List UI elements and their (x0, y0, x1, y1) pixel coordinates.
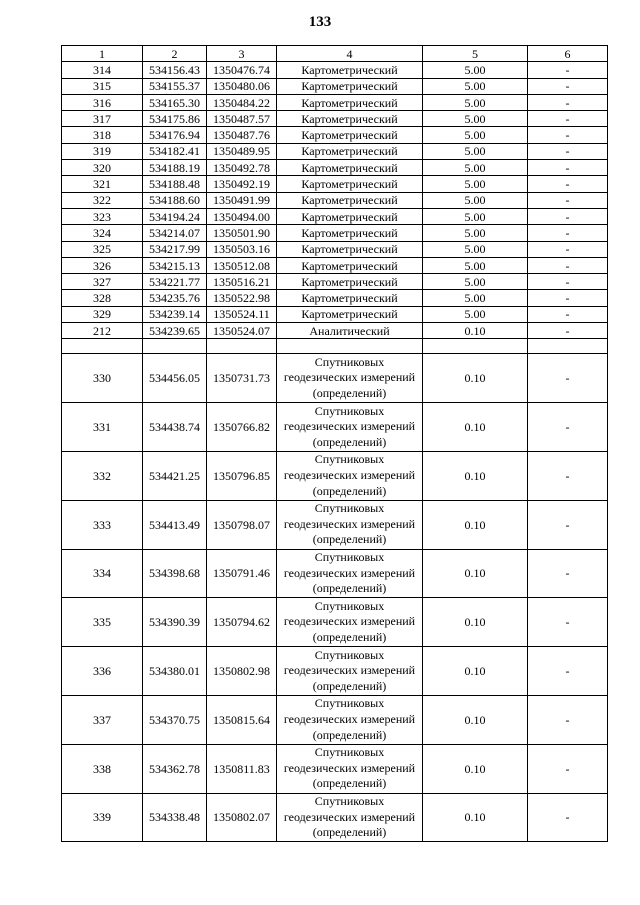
x-coordinate-cell: 534370.75 (143, 695, 207, 744)
accuracy-cell: 0.10 (423, 549, 528, 598)
accuracy-cell: 5.00 (423, 192, 528, 208)
table-row (62, 241, 608, 257)
empty-cell (423, 339, 528, 354)
note-cell: - (528, 94, 608, 110)
method-line: Спутниковых (314, 550, 385, 565)
note-cell: - (528, 500, 608, 549)
header-cell: 6 (528, 46, 608, 62)
y-coordinate-cell: 1350501.90 (207, 225, 277, 241)
point-number-cell: 325 (62, 241, 143, 257)
method-line: (определений) (312, 776, 387, 791)
x-coordinate-cell: 534176.94 (143, 127, 207, 143)
method-cell: Картометрический (277, 143, 423, 159)
y-coordinate-cell: 1350811.83 (207, 744, 277, 793)
method-line: геодезических измерений (283, 809, 416, 824)
note-cell: - (528, 62, 608, 78)
accuracy-cell: 0.10 (423, 403, 528, 452)
y-coordinate-cell: 1350766.82 (207, 403, 277, 452)
table-row (62, 500, 608, 549)
point-number-cell: 330 (62, 354, 143, 403)
method-cell: Картометрический (277, 306, 423, 322)
empty-cell (62, 339, 143, 354)
point-number-cell: 329 (62, 306, 143, 322)
method-line: Спутниковых (314, 403, 385, 418)
accuracy-cell: 5.00 (423, 62, 528, 78)
method-cell: Картометрический (277, 192, 423, 208)
point-number-cell: 332 (62, 451, 143, 500)
accuracy-cell: 5.00 (423, 111, 528, 127)
point-number-cell: 339 (62, 793, 143, 842)
x-coordinate-cell: 534188.60 (143, 192, 207, 208)
method-line: (определений) (312, 727, 387, 742)
accuracy-cell: 5.00 (423, 127, 528, 143)
note-cell: - (528, 127, 608, 143)
method-cell (277, 695, 423, 744)
y-coordinate-cell: 1350524.07 (207, 323, 277, 339)
empty-cell (528, 339, 608, 354)
table-row (62, 94, 608, 110)
x-coordinate-cell: 534338.48 (143, 793, 207, 842)
y-coordinate-cell: 1350815.64 (207, 695, 277, 744)
accuracy-cell: 0.10 (423, 793, 528, 842)
x-coordinate-cell: 534188.48 (143, 176, 207, 192)
x-coordinate-cell: 534217.99 (143, 241, 207, 257)
table-row (62, 549, 608, 598)
header-cell: 4 (277, 46, 423, 62)
y-coordinate-cell: 1350802.98 (207, 647, 277, 696)
table-row (62, 647, 608, 696)
method-line: Спутниковых (314, 647, 385, 662)
method-line: (определений) (312, 386, 387, 401)
header-cell: 2 (143, 46, 207, 62)
header-cell: 5 (423, 46, 528, 62)
x-coordinate-cell: 534156.43 (143, 62, 207, 78)
method-line: Спутниковых (314, 354, 385, 369)
method-line: (определений) (312, 678, 387, 693)
note-cell: - (528, 143, 608, 159)
point-number-cell: 333 (62, 500, 143, 549)
accuracy-cell: 0.10 (423, 323, 528, 339)
method-cell: Картометрический (277, 176, 423, 192)
accuracy-cell: 5.00 (423, 208, 528, 224)
method-cell: Картометрический (277, 274, 423, 290)
accuracy-cell: 0.10 (423, 695, 528, 744)
method-line: геодезических измерений (283, 370, 416, 385)
table-row (62, 192, 608, 208)
method-cell: Картометрический (277, 160, 423, 176)
note-cell: - (528, 241, 608, 257)
point-number-cell: 338 (62, 744, 143, 793)
method-line: Спутниковых (314, 501, 385, 516)
point-number-cell: 319 (62, 143, 143, 159)
accuracy-cell: 0.10 (423, 598, 528, 647)
accuracy-cell: 5.00 (423, 143, 528, 159)
page-number: 133 (308, 14, 332, 30)
method-line: (определений) (312, 630, 387, 645)
table-row (62, 257, 608, 273)
note-cell: - (528, 793, 608, 842)
table-row (62, 62, 608, 78)
x-coordinate-cell: 534188.19 (143, 160, 207, 176)
point-number-cell: 324 (62, 225, 143, 241)
x-coordinate-cell: 534239.14 (143, 306, 207, 322)
table-row (62, 127, 608, 143)
empty-cell (143, 339, 207, 354)
method-cell: Картометрический (277, 127, 423, 143)
x-coordinate-cell: 534221.77 (143, 274, 207, 290)
y-coordinate-cell: 1350794.62 (207, 598, 277, 647)
x-coordinate-cell: 534239.65 (143, 323, 207, 339)
table-header-row (62, 46, 608, 62)
table-row (62, 143, 608, 159)
method-line: Спутниковых (314, 598, 385, 613)
method-cell: Картометрический (277, 111, 423, 127)
method-cell (277, 451, 423, 500)
table-row (62, 111, 608, 127)
point-number-cell: 323 (62, 208, 143, 224)
table-row (62, 695, 608, 744)
x-coordinate-cell: 534413.49 (143, 500, 207, 549)
table-row (62, 290, 608, 306)
y-coordinate-cell: 1350731.73 (207, 354, 277, 403)
x-coordinate-cell: 534438.74 (143, 403, 207, 452)
empty-row (62, 339, 608, 354)
note-cell: - (528, 160, 608, 176)
x-coordinate-cell: 534214.07 (143, 225, 207, 241)
y-coordinate-cell: 1350491.99 (207, 192, 277, 208)
method-line: (определений) (312, 581, 387, 596)
note-cell: - (528, 598, 608, 647)
y-coordinate-cell: 1350476.74 (207, 62, 277, 78)
method-cell (277, 403, 423, 452)
x-coordinate-cell: 534398.68 (143, 549, 207, 598)
method-line: Спутниковых (314, 696, 385, 711)
method-line: геодезических измерений (283, 614, 416, 629)
note-cell: - (528, 549, 608, 598)
x-coordinate-cell: 534390.39 (143, 598, 207, 647)
accuracy-cell: 5.00 (423, 290, 528, 306)
table-row (62, 744, 608, 793)
x-coordinate-cell: 534194.24 (143, 208, 207, 224)
method-cell (277, 647, 423, 696)
point-number-cell: 326 (62, 257, 143, 273)
method-line: (определений) (312, 825, 387, 840)
method-line: геодезических измерений (283, 760, 416, 775)
y-coordinate-cell: 1350489.95 (207, 143, 277, 159)
method-cell (277, 793, 423, 842)
method-cell (277, 500, 423, 549)
accuracy-cell: 5.00 (423, 160, 528, 176)
x-coordinate-cell: 534421.25 (143, 451, 207, 500)
method-line: геодезических измерений (283, 516, 416, 531)
method-cell: Картометрический (277, 290, 423, 306)
table-row (62, 354, 608, 403)
table-row (62, 403, 608, 452)
y-coordinate-cell: 1350487.57 (207, 111, 277, 127)
point-number-cell: 318 (62, 127, 143, 143)
note-cell: - (528, 323, 608, 339)
y-coordinate-cell: 1350802.07 (207, 793, 277, 842)
coordinates-table-body (62, 46, 608, 842)
note-cell: - (528, 647, 608, 696)
y-coordinate-cell: 1350494.00 (207, 208, 277, 224)
method-cell (277, 744, 423, 793)
method-cell (277, 598, 423, 647)
x-coordinate-cell: 534155.37 (143, 78, 207, 94)
method-cell (277, 354, 423, 403)
method-cell: Картометрический (277, 62, 423, 78)
method-cell (277, 549, 423, 598)
y-coordinate-cell: 1350484.22 (207, 94, 277, 110)
note-cell: - (528, 695, 608, 744)
accuracy-cell: 5.00 (423, 257, 528, 273)
x-coordinate-cell: 534362.78 (143, 744, 207, 793)
x-coordinate-cell: 534175.86 (143, 111, 207, 127)
accuracy-cell: 0.10 (423, 451, 528, 500)
accuracy-cell: 5.00 (423, 241, 528, 257)
table-row (62, 274, 608, 290)
y-coordinate-cell: 1350487.76 (207, 127, 277, 143)
point-number-cell: 314 (62, 62, 143, 78)
point-number-cell: 336 (62, 647, 143, 696)
method-line: Спутниковых (314, 452, 385, 467)
point-number-cell: 334 (62, 549, 143, 598)
method-line: геодезических измерений (283, 419, 416, 434)
y-coordinate-cell: 1350798.07 (207, 500, 277, 549)
method-line: геодезических измерений (283, 468, 416, 483)
table-row (62, 451, 608, 500)
accuracy-cell: 5.00 (423, 274, 528, 290)
note-cell: - (528, 306, 608, 322)
note-cell: - (528, 403, 608, 452)
method-line: геодезических измерений (283, 712, 416, 727)
method-cell: Картометрический (277, 78, 423, 94)
x-coordinate-cell: 534165.30 (143, 94, 207, 110)
method-cell: Картометрический (277, 94, 423, 110)
y-coordinate-cell: 1350492.78 (207, 160, 277, 176)
y-coordinate-cell: 1350522.98 (207, 290, 277, 306)
y-coordinate-cell: 1350492.19 (207, 176, 277, 192)
method-line: Спутниковых (314, 794, 385, 809)
x-coordinate-cell: 534182.41 (143, 143, 207, 159)
note-cell: - (528, 111, 608, 127)
point-number-cell: 317 (62, 111, 143, 127)
point-number-cell: 337 (62, 695, 143, 744)
point-number-cell: 315 (62, 78, 143, 94)
method-line: (определений) (312, 532, 387, 547)
point-number-cell: 321 (62, 176, 143, 192)
point-number-cell: 316 (62, 94, 143, 110)
accuracy-cell: 0.10 (423, 354, 528, 403)
coordinates-table (61, 45, 608, 842)
method-cell: Картометрический (277, 241, 423, 257)
y-coordinate-cell: 1350796.85 (207, 451, 277, 500)
point-number-cell: 335 (62, 598, 143, 647)
accuracy-cell: 5.00 (423, 176, 528, 192)
empty-cell (277, 339, 423, 354)
table-row (62, 598, 608, 647)
method-line: геодезических измерений (283, 663, 416, 678)
method-cell: Картометрический (277, 257, 423, 273)
accuracy-cell: 0.10 (423, 647, 528, 696)
accuracy-cell: 0.10 (423, 744, 528, 793)
header-cell: 3 (207, 46, 277, 62)
table-row (62, 78, 608, 94)
accuracy-cell: 5.00 (423, 225, 528, 241)
y-coordinate-cell: 1350524.11 (207, 306, 277, 322)
table-row (62, 160, 608, 176)
y-coordinate-cell: 1350791.46 (207, 549, 277, 598)
y-coordinate-cell: 1350516.21 (207, 274, 277, 290)
x-coordinate-cell: 534456.05 (143, 354, 207, 403)
method-cell: Аналитический (277, 323, 423, 339)
accuracy-cell: 5.00 (423, 94, 528, 110)
method-line: (определений) (312, 434, 387, 449)
note-cell: - (528, 176, 608, 192)
header-cell: 1 (62, 46, 143, 62)
method-line: геодезических измерений (283, 565, 416, 580)
method-line: Спутниковых (314, 745, 385, 760)
table-row (62, 208, 608, 224)
accuracy-cell: 5.00 (423, 306, 528, 322)
method-cell: Картометрический (277, 208, 423, 224)
table-row (62, 793, 608, 842)
point-number-cell: 327 (62, 274, 143, 290)
accuracy-cell: 0.10 (423, 500, 528, 549)
note-cell: - (528, 274, 608, 290)
method-line: (определений) (312, 483, 387, 498)
note-cell: - (528, 451, 608, 500)
note-cell: - (528, 354, 608, 403)
table-row (62, 225, 608, 241)
note-cell: - (528, 208, 608, 224)
y-coordinate-cell: 1350512.08 (207, 257, 277, 273)
table-row (62, 323, 608, 339)
note-cell: - (528, 744, 608, 793)
x-coordinate-cell: 534215.13 (143, 257, 207, 273)
y-coordinate-cell: 1350503.16 (207, 241, 277, 257)
note-cell: - (528, 225, 608, 241)
y-coordinate-cell: 1350480.06 (207, 78, 277, 94)
accuracy-cell: 5.00 (423, 78, 528, 94)
table-row (62, 306, 608, 322)
point-number-cell: 322 (62, 192, 143, 208)
point-number-cell: 328 (62, 290, 143, 306)
point-number-cell: 331 (62, 403, 143, 452)
note-cell: - (528, 290, 608, 306)
note-cell: - (528, 78, 608, 94)
point-number-cell: 320 (62, 160, 143, 176)
method-cell: Картометрический (277, 225, 423, 241)
note-cell: - (528, 192, 608, 208)
point-number-cell: 212 (62, 323, 143, 339)
x-coordinate-cell: 534380.01 (143, 647, 207, 696)
note-cell: - (528, 257, 608, 273)
empty-cell (207, 339, 277, 354)
table-row (62, 176, 608, 192)
x-coordinate-cell: 534235.76 (143, 290, 207, 306)
